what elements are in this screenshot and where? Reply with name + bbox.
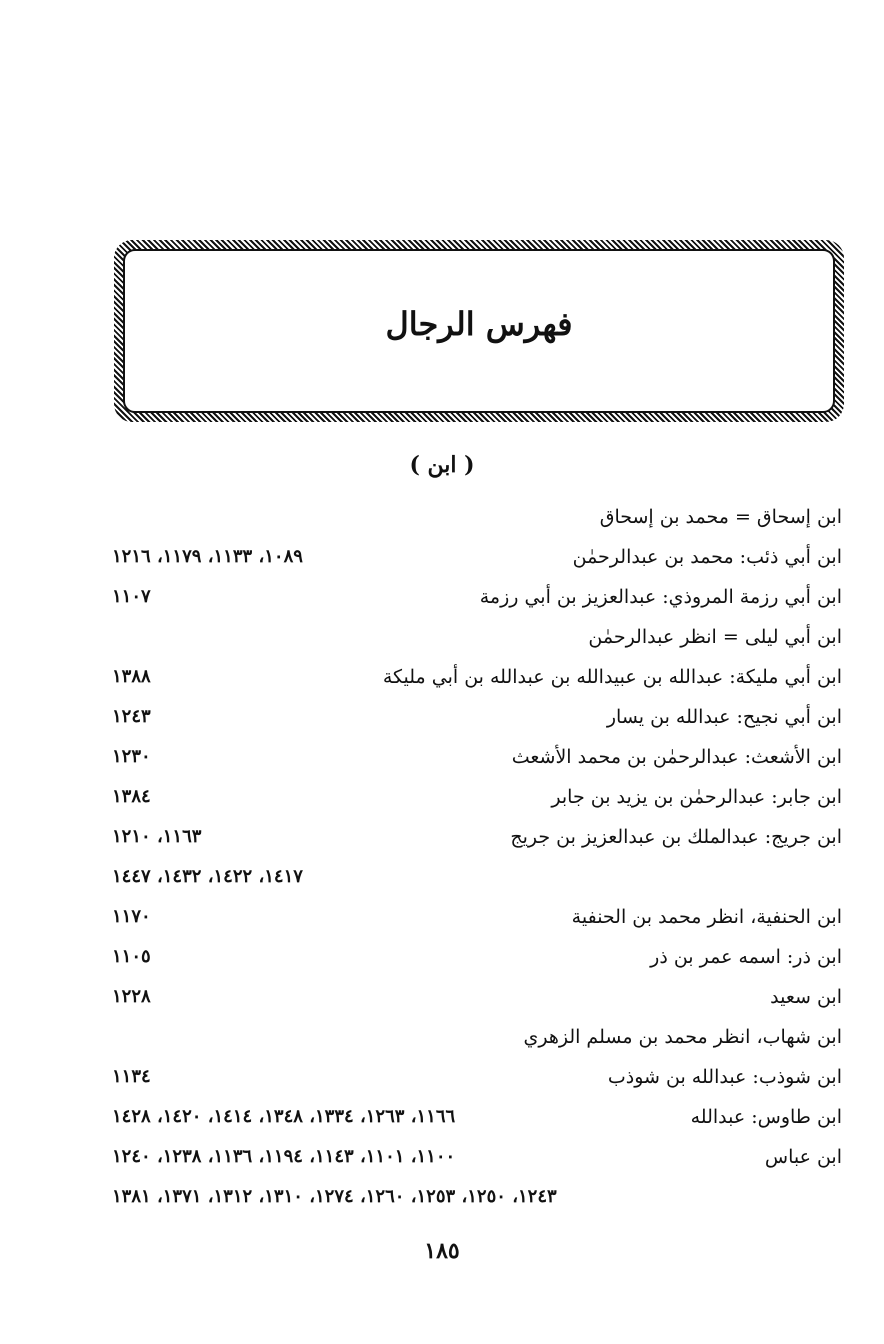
index-entry <box>112 940 842 980</box>
entry-pages: ١١٦٦، ١٢٦٣، ١٣٣٤، ١٣٤٨، ١٤١٤، ١٤٢٠، ١٤٢٨ <box>112 1106 456 1127</box>
entry-pages: ١٢٤٣ <box>112 706 151 727</box>
entry-name: ابن عباس <box>764 1146 842 1168</box>
index-entry <box>112 700 842 740</box>
title-frame-inner <box>123 249 835 413</box>
index-entry <box>112 860 842 900</box>
index-entry <box>112 1100 842 1140</box>
entry-pages: ١٢٢٨ <box>112 986 151 1007</box>
index-entry <box>112 660 842 700</box>
section-heading: ( ابن ) <box>409 452 475 478</box>
entry-pages: ١٣٨٤ <box>112 786 151 807</box>
entry-name: ابن أبي مليكة: عبدالله بن عبيدالله بن عبدالله بن أبي مليكة <box>382 666 842 688</box>
entry-name: ابن الأشعث: عبدالرحمٰن بن محمد الأشعث <box>511 746 842 768</box>
index-entry <box>112 980 842 1020</box>
entry-name: ابن ذر: اسمه عمر بن ذر <box>650 946 842 968</box>
index-entry <box>112 1140 842 1180</box>
entry-pages: ١١٧٠ <box>112 906 151 927</box>
entry-pages: ١٢٣٠ <box>112 746 151 767</box>
index-entry <box>112 780 842 820</box>
entry-name: ابن أبي رزمة المروذي: عبدالعزيز بن أبي رزمة <box>479 586 842 608</box>
entry-pages: ١١٣٤ <box>112 1066 151 1087</box>
index-entry <box>112 620 842 660</box>
entry-pages: ١١٠٠، ١١٠١، ١١٤٣، ١١٩٤، ١١٣٦، ١٢٣٨، ١٢٤٠ <box>112 1146 456 1167</box>
index-entry <box>112 500 842 540</box>
index-entry <box>112 540 842 580</box>
index-entry <box>112 1180 842 1220</box>
index-entries <box>112 500 842 1220</box>
entry-name: ابن شهاب، انظر محمد بن مسلم الزهري <box>523 1026 842 1048</box>
entry-pages: ١٠٨٩، ١١٣٣، ١١٧٩، ١٢١٦ <box>112 546 303 567</box>
index-entry <box>112 740 842 780</box>
entry-pages: ١١٠٥ <box>112 946 151 967</box>
entry-name: ابن إسحاق = محمد بن إسحاق <box>599 506 842 528</box>
entry-name: ابن جابر: عبدالرحمٰن بن يزيد بن جابر <box>551 786 842 808</box>
entry-name: ابن شوذب: عبدالله بن شوذب <box>607 1066 842 1088</box>
entry-pages: ١١٦٣، ١٢١٠ <box>112 826 202 847</box>
entry-name: ابن جريج: عبدالملك بن عبدالعزيز بن جريج <box>510 826 842 848</box>
index-entry <box>112 900 842 940</box>
entry-pages: ١٤١٧، ١٤٢٢، ١٤٣٢، ١٤٤٧ <box>112 866 303 887</box>
index-entry <box>112 820 842 860</box>
entry-name: ابن أبي نجيح: عبدالله بن يسار <box>606 706 842 728</box>
title-frame <box>114 240 844 422</box>
entry-pages: ١٢٤٣، ١٢٥٠، ١٢٥٣، ١٢٦٠، ١٢٧٤، ١٣١٠، ١٣١٢، ١٣٧١، ١٣٨١ <box>112 1186 557 1207</box>
page-title: فهرس الرجال <box>385 305 573 343</box>
index-entry <box>112 580 842 620</box>
entry-name: ابن أبي ذئب: محمد بن عبدالرحمٰن <box>572 546 842 568</box>
index-entry <box>112 1020 842 1060</box>
entry-name: ابن أبي ليلى = انظر عبدالرحمٰن <box>588 626 842 648</box>
entry-name: ابن سعيد <box>770 986 842 1008</box>
index-entry <box>112 1060 842 1100</box>
entry-name: ابن طاوس: عبدالله <box>690 1106 842 1128</box>
entry-pages: ١٣٨٨ <box>112 666 151 687</box>
entry-name: ابن الحنفية، انظر محمد بن الحنفية <box>571 906 842 928</box>
page-number: ١٨٥ <box>424 1238 460 1264</box>
entry-pages: ١١٠٧ <box>112 586 151 607</box>
